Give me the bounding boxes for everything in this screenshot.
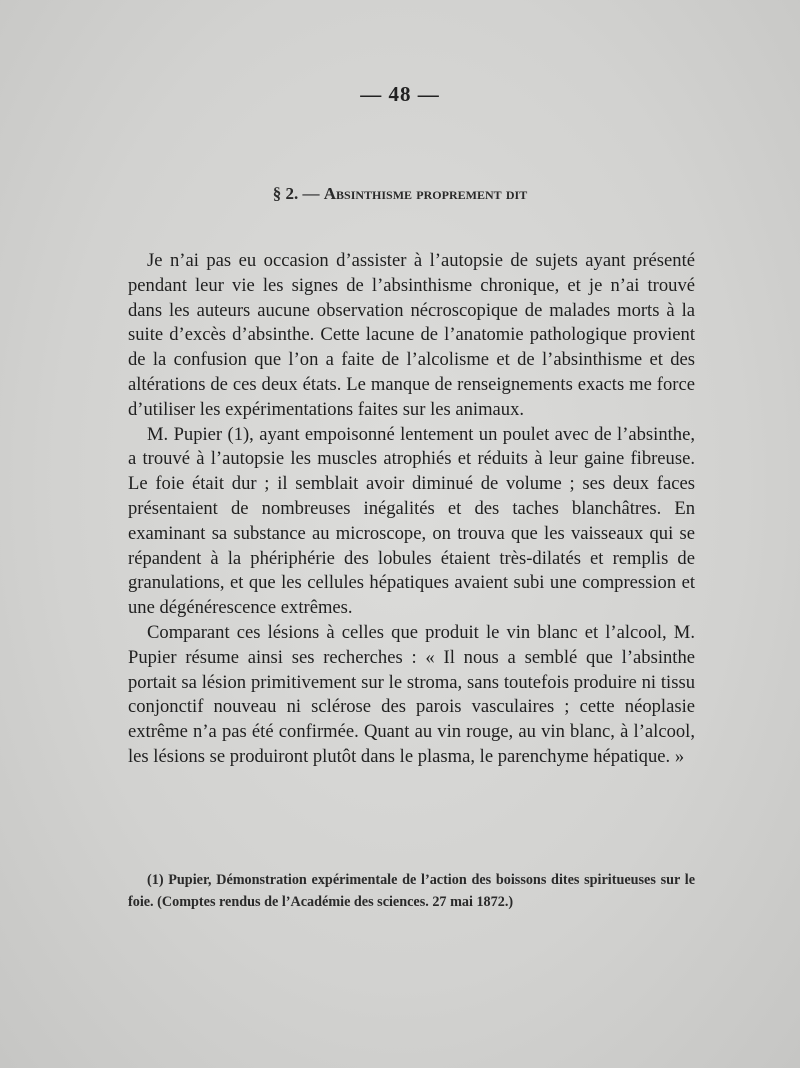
page-number: — 48 — [360, 82, 440, 106]
footnote-text: (1) Pupier, Démonstration expérimentale de l’action des boissons dites spiritueuses sur le foie. (Comptes rendus de l’Académie des sciences. 27 mai 1872.) [128, 872, 695, 910]
section-heading [0, 184, 800, 204]
section-number: § 2. — [272, 184, 320, 203]
paragraph: Je n’ai pas eu occasion d’assister à l’autopsie de sujets ayant présenté pendant leur vie les signes de l’absinthisme chronique, et je n’ai trouvé dans les auteurs aucune observation nécroscopique de malades morts à la suite d’excès d’absinthe. Cette lacune de l’anatomie pathologique provient de la confusion que l’on a faite de l’alcolisme et de l’absinthisme et des altérations de ces deux états. Le manque de renseignements exacts me force d’utiliser les expérimentations faites sur les animaux. [128, 250, 695, 420]
paragraph: Comparant ces lésions à celles que produit le vin blanc et l’alcool, M. Pupier résume ainsi ses recherches : « Il nous a semblé que l’absinthe portait sa lésion primitivement sur le stroma, sans toutefois produire ni tissu conjonctif nouveau ni sclérose des parois vasculaires ; cette néoplasie extrême n’a pas été confirmée. Quant au vin rouge, au vin blanc, à l’alcool, les lésions se produiront plutôt dans le plasma, le parenchyme hépatique. » [128, 621, 695, 767]
paragraph: M. Pupier (1), ayant empoisonné lentement un poulet avec de l’absinthe, a trouvé à l’autopsie les muscles atrophiés et réduits à leur gaine fibreuse. Le foie était dur ; il semblait avoir diminué de volume ; ses deux faces présentaient de nombreuses inégalités et des taches blanchâtres. En examinant sa substance au microscope, on trouva que les vaisseaux qui se répandent à la phériphérie des lobules étaient très-dilatés et remplis de granulations, et que les cellules hépatiques avaient subi une compression et une dégénérescence extrêmes. [128, 423, 695, 619]
body-text [128, 249, 695, 770]
section-title: Absinthisme proprement dit [323, 184, 528, 203]
footnote [128, 870, 695, 913]
